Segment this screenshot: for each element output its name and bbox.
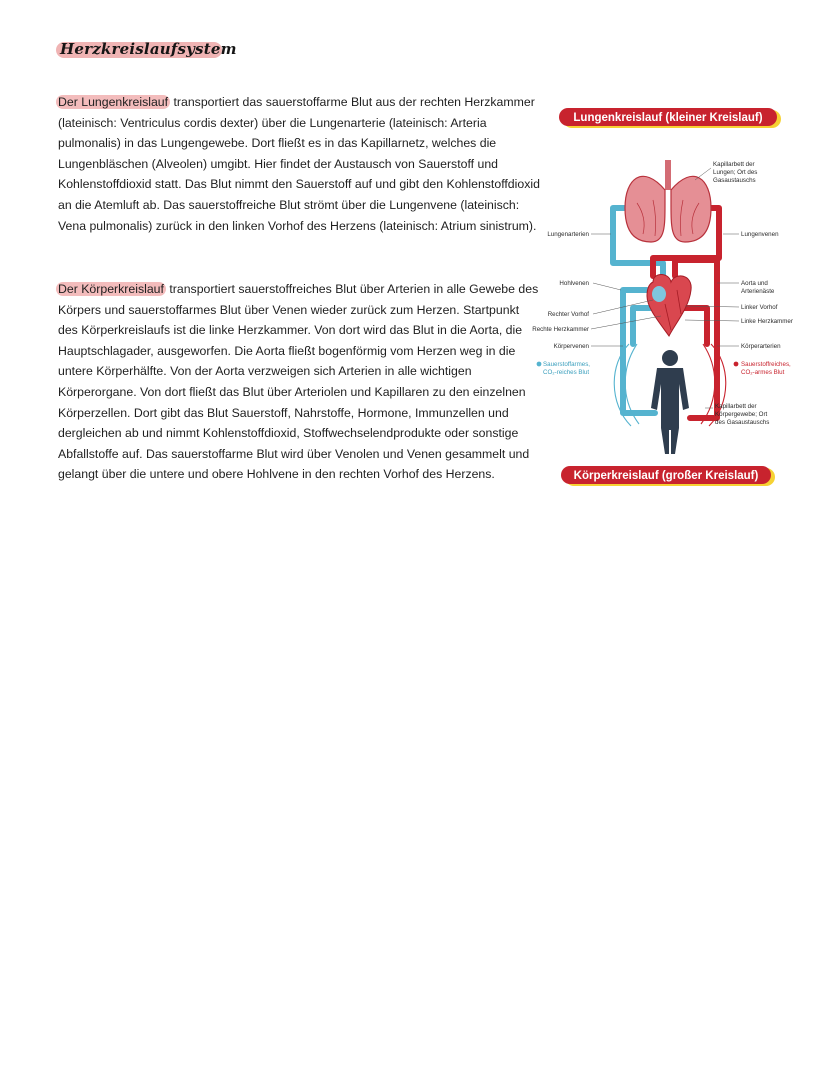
page-title bbox=[56, 36, 237, 60]
lungs-icon bbox=[625, 160, 711, 242]
label-kapillarbett-koerper-3: des Gasaustauschs bbox=[715, 419, 770, 426]
label-kapillarbett-lungen-2: Lungen; Ort des bbox=[713, 169, 758, 176]
left-lung bbox=[625, 176, 665, 242]
label-kapillarbett-koerper-1: Kapillarbett der bbox=[715, 403, 757, 410]
label-lungenvenen: Lungenvenen bbox=[741, 231, 779, 238]
label-kapillarbett-lungen-3: Gasaustauschs bbox=[713, 177, 756, 184]
bottom-banner-text: Körperkreislauf (großer Kreislauf) bbox=[573, 470, 759, 482]
top-banner-text: Lungenkreislauf (kleiner Kreislauf) bbox=[573, 112, 763, 124]
legend-blue-dot bbox=[537, 362, 542, 367]
legend-red-1: Sauerstoffreiches, bbox=[741, 361, 791, 368]
term-lungenkreislauf: Der Lungenkreislauf bbox=[58, 95, 169, 109]
bottom-banner bbox=[561, 466, 775, 486]
label-rechter-vorhof: Rechter Vorhof bbox=[547, 311, 589, 318]
page-title-text: Herzkreislaufsystem bbox=[60, 40, 237, 58]
aorta-lower-tube bbox=[683, 308, 707, 344]
term-koerperkreislauf: Der Körperkreislauf bbox=[58, 282, 164, 296]
legend-blue-2: CO₂-reiches Blut bbox=[543, 369, 590, 376]
text-lungenkreislauf: transportiert das sauerstoffarme Blut aus der rechten Herzkammer (lateinisch: Ventriculus cordis dexter) über die Lungenarterie (lateinisch: Arteria pulmonalis) in das Lungengewebe. Dort fließt es in das Kapillarnetz, welches die Lungenbläschen (Alveolen) umgibt. Hier findet der Austausch von Sauerstoff und Kohlenstoffdioxid statt. Das Blut nimmt den Sauerstoff auf und gibt den Kohlenstoffdioxid an die Atemluft ab. Das sauerstoffreiche Blut strömt über die Lungenvene (lateinisch: Vena pulmonalis) zurück in den linken Vorhof des Herzens (lateinisch: Atrium sinistrum). bbox=[58, 95, 540, 233]
label-linker-vorhof: Linker Vorhof bbox=[741, 304, 778, 311]
text-koerperkreislauf: transportiert sauerstoffreiches Blut über Arterien in alle Gewebe des Körpers und sauerstoffarmes Blut über Venen wieder zurück zum Herzen. Startpunkt des Körperkreislaufs ist die linke Herzkammer. Von dort wird das Blut in die Aorta, die Hauptschlagader, ausgeworfen. Die Aorta fließt bogenförmig vom Herzen weg in die untere Körperhälfte. Von der Aorta verzweigen sich Arterien in alle wichtigen Körperorgane. Von dort fließt das Blut über Arteriolen und Kapillaren zu den einzelnen Körperzellen. Dort gibt das Blut Sauerstoff, Nahrstoffe, Hormone, Immunzellen und dergleichen ab und nimmt Kohlenstoffdioxid, Stoffwechselendprodukte oder sonstige Abfallstoffe auf. Das sauerstoffarme Blut wird über Venolen und Venen gesammelt und gelangt über die untere und obere Hohlvene in den rechten Vorhof des Herzens. bbox=[58, 282, 539, 482]
label-hohlvenen: Hohlvenen bbox=[559, 280, 589, 287]
trachea bbox=[665, 160, 671, 190]
right-atrium bbox=[652, 286, 666, 302]
label-rechte-herzkammer: Rechte Herzkammer bbox=[532, 326, 589, 333]
legend-blue-1: Sauerstoffarmes, bbox=[543, 361, 591, 368]
label-koerperarterien: Körperarterien bbox=[741, 343, 781, 350]
right-lung bbox=[671, 176, 711, 242]
vena-cava-lower-tube bbox=[633, 308, 655, 344]
circulation-diagram bbox=[525, 108, 805, 488]
heart-shape bbox=[647, 275, 691, 337]
legend-red-dot bbox=[734, 362, 739, 367]
label-kapillarbett-koerper-2: Körpergewebe; Ort bbox=[715, 411, 768, 418]
label-aorta-2: Arterienäste bbox=[741, 288, 775, 295]
label-lungenarterien: Lungenarterien bbox=[547, 231, 589, 238]
label-kapillarbett-lungen-1: Kapillarbett der bbox=[713, 161, 755, 168]
label-aorta-1: Aorta und bbox=[741, 280, 768, 287]
label-linke-herzkammer: Linke Herzkammer bbox=[741, 318, 793, 325]
legend-red-2: CO₂-armes Blut bbox=[741, 369, 785, 376]
top-banner bbox=[559, 108, 781, 128]
label-koerpervenen: Körpervenen bbox=[553, 343, 589, 350]
paragraph-koerperkreislauf bbox=[58, 279, 540, 485]
paragraph-lungenkreislauf bbox=[58, 92, 540, 236]
human-body-icon bbox=[651, 350, 689, 454]
heart-icon bbox=[647, 275, 691, 337]
